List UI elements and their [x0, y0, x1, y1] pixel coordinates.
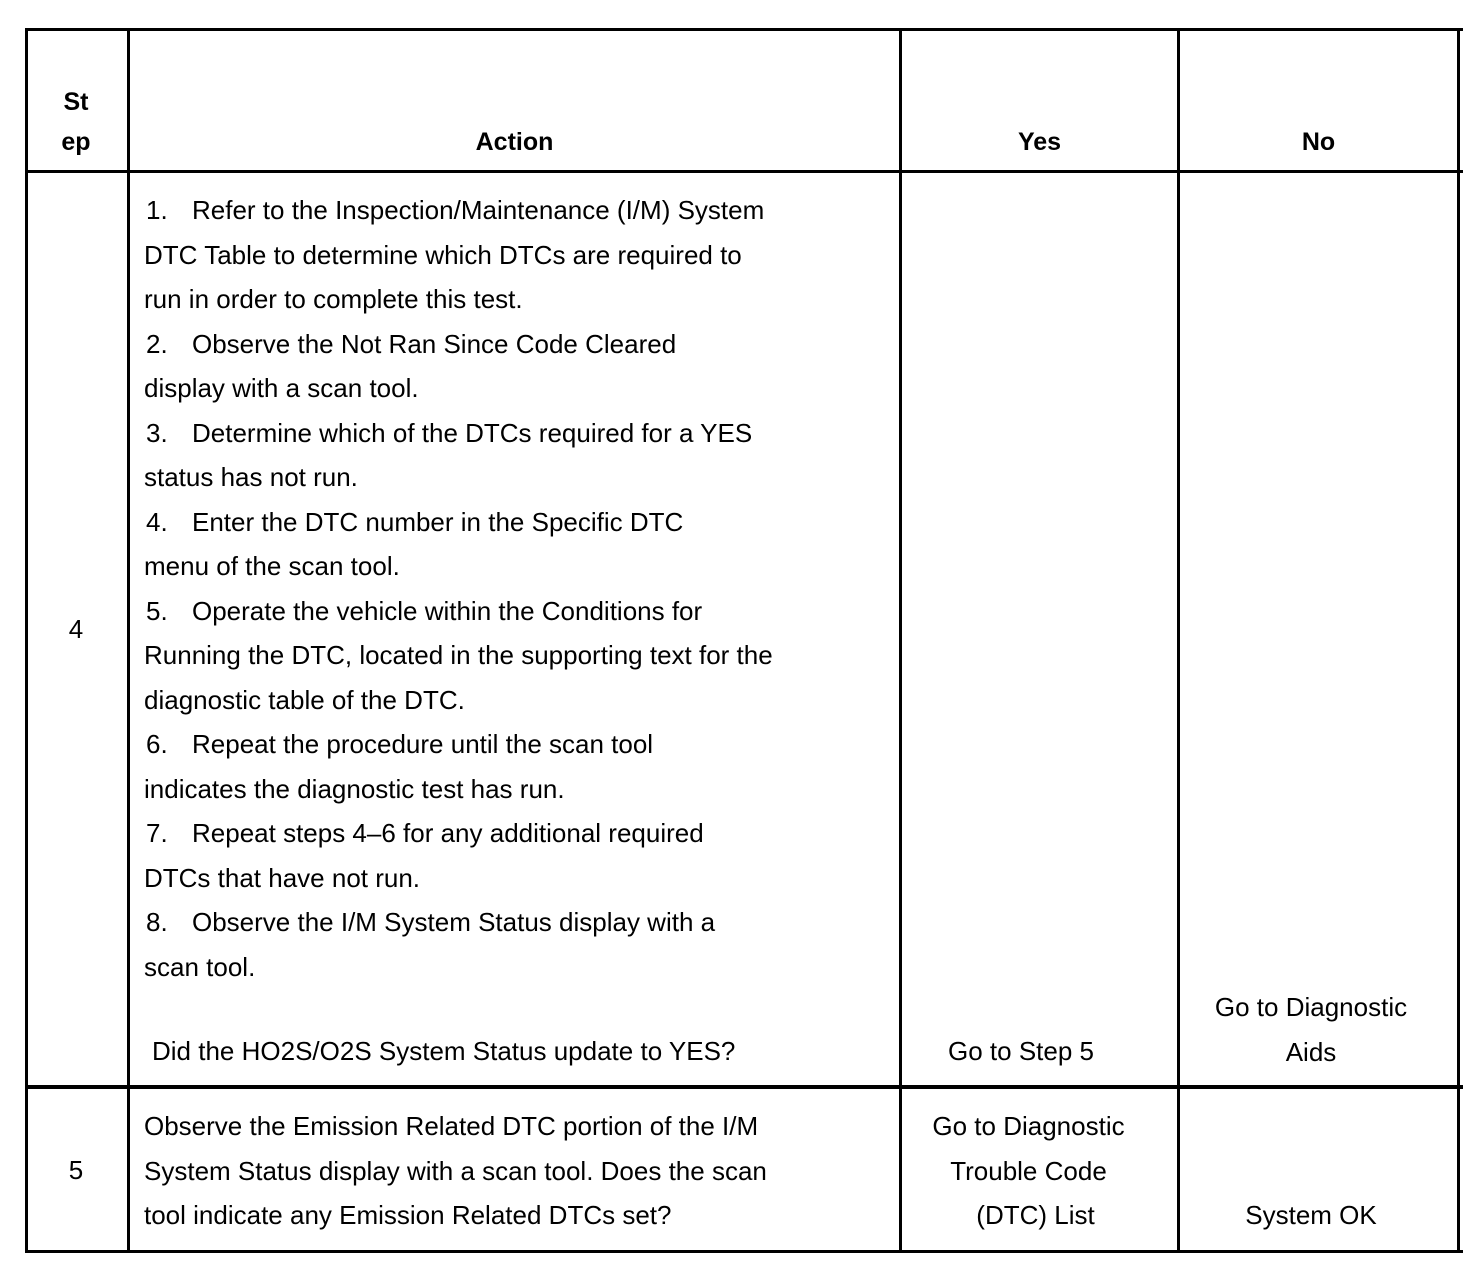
item-text: Running the DTC, located in the supporting text for the	[144, 640, 773, 670]
procedure-item	[144, 188, 773, 322]
header-action: Action	[475, 128, 554, 156]
step-4-question: Did the HO2S/O2S System Status update to YES?	[152, 1036, 736, 1066]
item-text: status has not run.	[144, 462, 358, 492]
step-5-yes-line: Trouble Code	[950, 1155, 1107, 1186]
header-step-line1: St	[63, 88, 89, 116]
item-text: Observe the Not Ran Since Code Cleared	[192, 328, 677, 359]
item-text: Repeat the procedure until the scan tool	[192, 729, 654, 759]
table-border-right	[1457, 28, 1460, 1253]
procedure-item	[144, 811, 773, 900]
procedure-item	[144, 411, 773, 500]
item-text: menu of the scan tool.	[144, 551, 400, 581]
item-text: indicates the diagnostic test has run.	[144, 773, 565, 804]
action-line: tool indicate any Emission Related DTCs set?	[144, 1200, 672, 1230]
item-number: 4.	[146, 506, 168, 537]
step-5-no: System OK	[1245, 1200, 1377, 1230]
item-text: Repeat steps 4–6 for any additional required	[192, 818, 704, 848]
diagnostic-table	[25, 28, 1463, 1254]
step-4-no	[1180, 985, 1442, 1074]
header-divider	[25, 170, 1463, 173]
table-border-bottom	[25, 1250, 1463, 1253]
procedure-list	[144, 188, 773, 989]
item-number: 1.	[146, 195, 168, 225]
item-number: 5.	[146, 595, 168, 626]
table-border-top	[25, 28, 1463, 31]
item-text: Enter the DTC number in the Specific DTC	[192, 506, 684, 537]
item-text: DTCs that have not run.	[144, 862, 421, 893]
step-4-no-line1: Go to Diagnostic	[1214, 992, 1408, 1022]
procedure-item	[144, 589, 773, 723]
column-divider-step	[127, 28, 130, 1253]
action-line: Observe the Emission Related DTC portion of the I/M	[144, 1111, 759, 1141]
row-divider	[25, 1085, 1463, 1089]
step-5-action	[144, 1104, 767, 1238]
step-number: 5	[68, 1155, 84, 1185]
item-text: Determine which of the DTCs required for a YES	[192, 417, 753, 448]
step-number: 4	[68, 614, 84, 644]
item-text: Refer to the Inspection/Maintenance (I/M) System	[192, 195, 765, 225]
action-line: System Status display with a scan tool. Does the scan	[144, 1155, 767, 1186]
header-yes: Yes	[1017, 128, 1062, 156]
item-text: Operate the vehicle within the Conditions for	[192, 595, 703, 626]
item-number: 3.	[146, 417, 168, 448]
header-step	[25, 82, 127, 162]
step-4-no-line2: Aids	[1285, 1036, 1337, 1067]
step-4-yes: Go to Step 5	[948, 1036, 1094, 1066]
header-no: No	[1301, 128, 1336, 156]
item-number: 2.	[146, 328, 168, 359]
item-number: 7.	[146, 818, 168, 848]
item-text: diagnostic table of the DTC.	[144, 684, 465, 715]
item-text: Observe the I/M System Status display with a	[192, 907, 716, 937]
header-step-line2: ep	[61, 128, 91, 156]
item-text: DTC Table to determine which DTCs are required to	[144, 239, 742, 270]
item-text: scan tool.	[144, 951, 256, 982]
procedure-item	[144, 500, 773, 589]
procedure-item	[144, 900, 773, 989]
step-5-yes-line: (DTC) List	[976, 1200, 1095, 1230]
procedure-item	[144, 322, 773, 411]
step-4-action	[144, 188, 773, 989]
step-5-yes	[902, 1104, 1155, 1238]
item-number: 6.	[146, 729, 168, 759]
item-number: 8.	[146, 907, 168, 937]
procedure-item	[144, 722, 773, 811]
item-text: run in order to complete this test.	[144, 284, 523, 314]
step-5-yes-line: Go to Diagnostic	[932, 1111, 1125, 1141]
item-text: display with a scan tool.	[144, 373, 419, 403]
